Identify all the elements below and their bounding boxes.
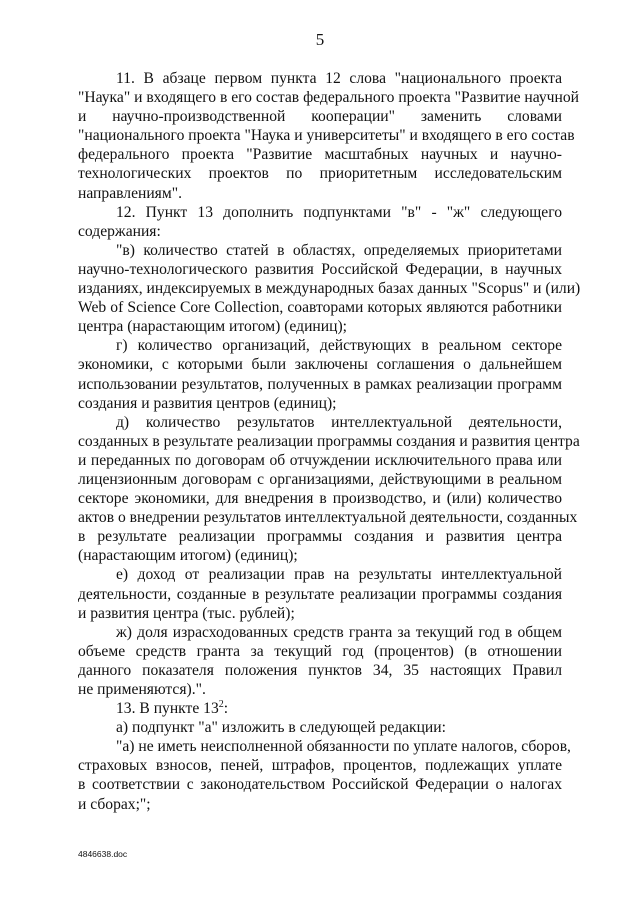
text-line: "в) количество статей в областях, определяемых приоритетами bbox=[116, 241, 562, 259]
text-line: научно-технологического развития Российской Федерации, в научных bbox=[78, 260, 562, 278]
text-segment: 13. В пункте 13 bbox=[116, 700, 219, 718]
footer-filename: 4846638.doc bbox=[78, 849, 128, 859]
paragraph-item-11 bbox=[78, 69, 579, 203]
text-line bbox=[78, 699, 562, 718]
text-line: и научно-производственной кооперации" заменить словами bbox=[78, 108, 562, 126]
subitem-e bbox=[78, 565, 562, 622]
text-line: технологических проектов по приоритетным исследовательским bbox=[78, 165, 562, 183]
text-line: изданиях, индексируемых в международных базах данных "Scopus" и (или) bbox=[78, 280, 581, 298]
text-line: 11. В абзаце первом пункта 12 слова "национального проекта bbox=[116, 70, 562, 87]
text-line: "Наука" и входящего в его состав федерального проекта "Развитие научной bbox=[78, 89, 579, 107]
paragraph-item-13 bbox=[78, 699, 562, 718]
text-line: д) количество результатов интеллектуальной деятельности, bbox=[116, 413, 562, 431]
document-body bbox=[78, 69, 581, 814]
text-line: и переданных по договорам об отчуждении исключительного права или bbox=[78, 451, 562, 469]
text-line: лицензионным договорам с организациями, действующими в реальном bbox=[78, 470, 562, 488]
text-line: секторе экономики, для внедрения в производство, и (или) количество bbox=[78, 490, 562, 508]
text-line: а) подпункт "а" изложить в следующей редакции: bbox=[116, 719, 446, 737]
text-line: "национального проекта "Наука и университеты" и входящего в его состав bbox=[78, 127, 575, 145]
subitem-g bbox=[78, 336, 562, 412]
text-line: не применяются).". bbox=[78, 681, 206, 698]
text-line: создания и развития центров (единиц); bbox=[78, 394, 337, 412]
text-line: Web of Science Core Collection, соавторами которых являются работники bbox=[78, 299, 562, 317]
text-line: страховых взносов, пеней, штрафов, процентов, подлежащих уплате bbox=[78, 757, 562, 775]
paragraph-item-12 bbox=[78, 203, 562, 241]
text-line: в результате реализации программы создания и развития центра bbox=[78, 528, 562, 546]
subitem-d bbox=[78, 413, 580, 566]
subitem-v bbox=[78, 241, 581, 336]
text-line: использовании результатов, полученных в рамках реализации программ bbox=[78, 375, 562, 393]
page-number: 5 bbox=[315, 30, 325, 49]
text-line: в соответствии с законодательством Российской Федерации о налогах bbox=[78, 776, 562, 794]
text-line: федерального проекта "Развитие масштабных научных и научно- bbox=[78, 146, 562, 164]
text-line: данного показателя положения пунктов 34, 35 настоящих Правил bbox=[78, 661, 562, 679]
text-line: г) количество организаций, действующих в реальном секторе bbox=[116, 337, 562, 355]
superscript: 2 bbox=[218, 699, 224, 711]
subitem-a-intro bbox=[78, 718, 562, 737]
text-line: содержания: bbox=[78, 222, 161, 240]
text-line: 12. Пункт 13 дополнить подпунктами "в" - "ж" следующего bbox=[116, 203, 562, 221]
text-line: направлениям". bbox=[78, 184, 182, 202]
text-line: деятельности, созданные в результате реализации программы создания bbox=[78, 585, 562, 603]
text-line: центра (нарастающим итогом) (единиц); bbox=[78, 318, 347, 336]
text-line: (нарастающим итогом) (единиц); bbox=[78, 547, 298, 565]
subitem-zh bbox=[78, 623, 562, 699]
text-line: и развития центра (тыс. рублей); bbox=[78, 604, 295, 622]
text-line: объеме средств гранта за текущий год (процентов) (в отношении bbox=[78, 642, 562, 660]
text-segment: : bbox=[223, 700, 229, 718]
subitem-a-text bbox=[78, 737, 571, 813]
text-line: и сборах;"; bbox=[78, 795, 151, 813]
text-line: актов о внедрении результатов интеллектуальной деятельности, созданных bbox=[78, 509, 578, 527]
text-line: экономики, с которыми были заключены соглашения о дальнейшем bbox=[78, 356, 562, 374]
text-line: созданных в результате реализации программы создания и развития центра bbox=[78, 432, 580, 450]
text-line: ж) доля израсходованных средств гранта за текущий год в общем bbox=[116, 623, 562, 641]
text-line: е) доход от реализации прав на результаты интеллектуальной bbox=[116, 566, 562, 584]
text-line: "а) не иметь неисполненной обязанности по уплате налогов, сборов, bbox=[116, 738, 571, 756]
